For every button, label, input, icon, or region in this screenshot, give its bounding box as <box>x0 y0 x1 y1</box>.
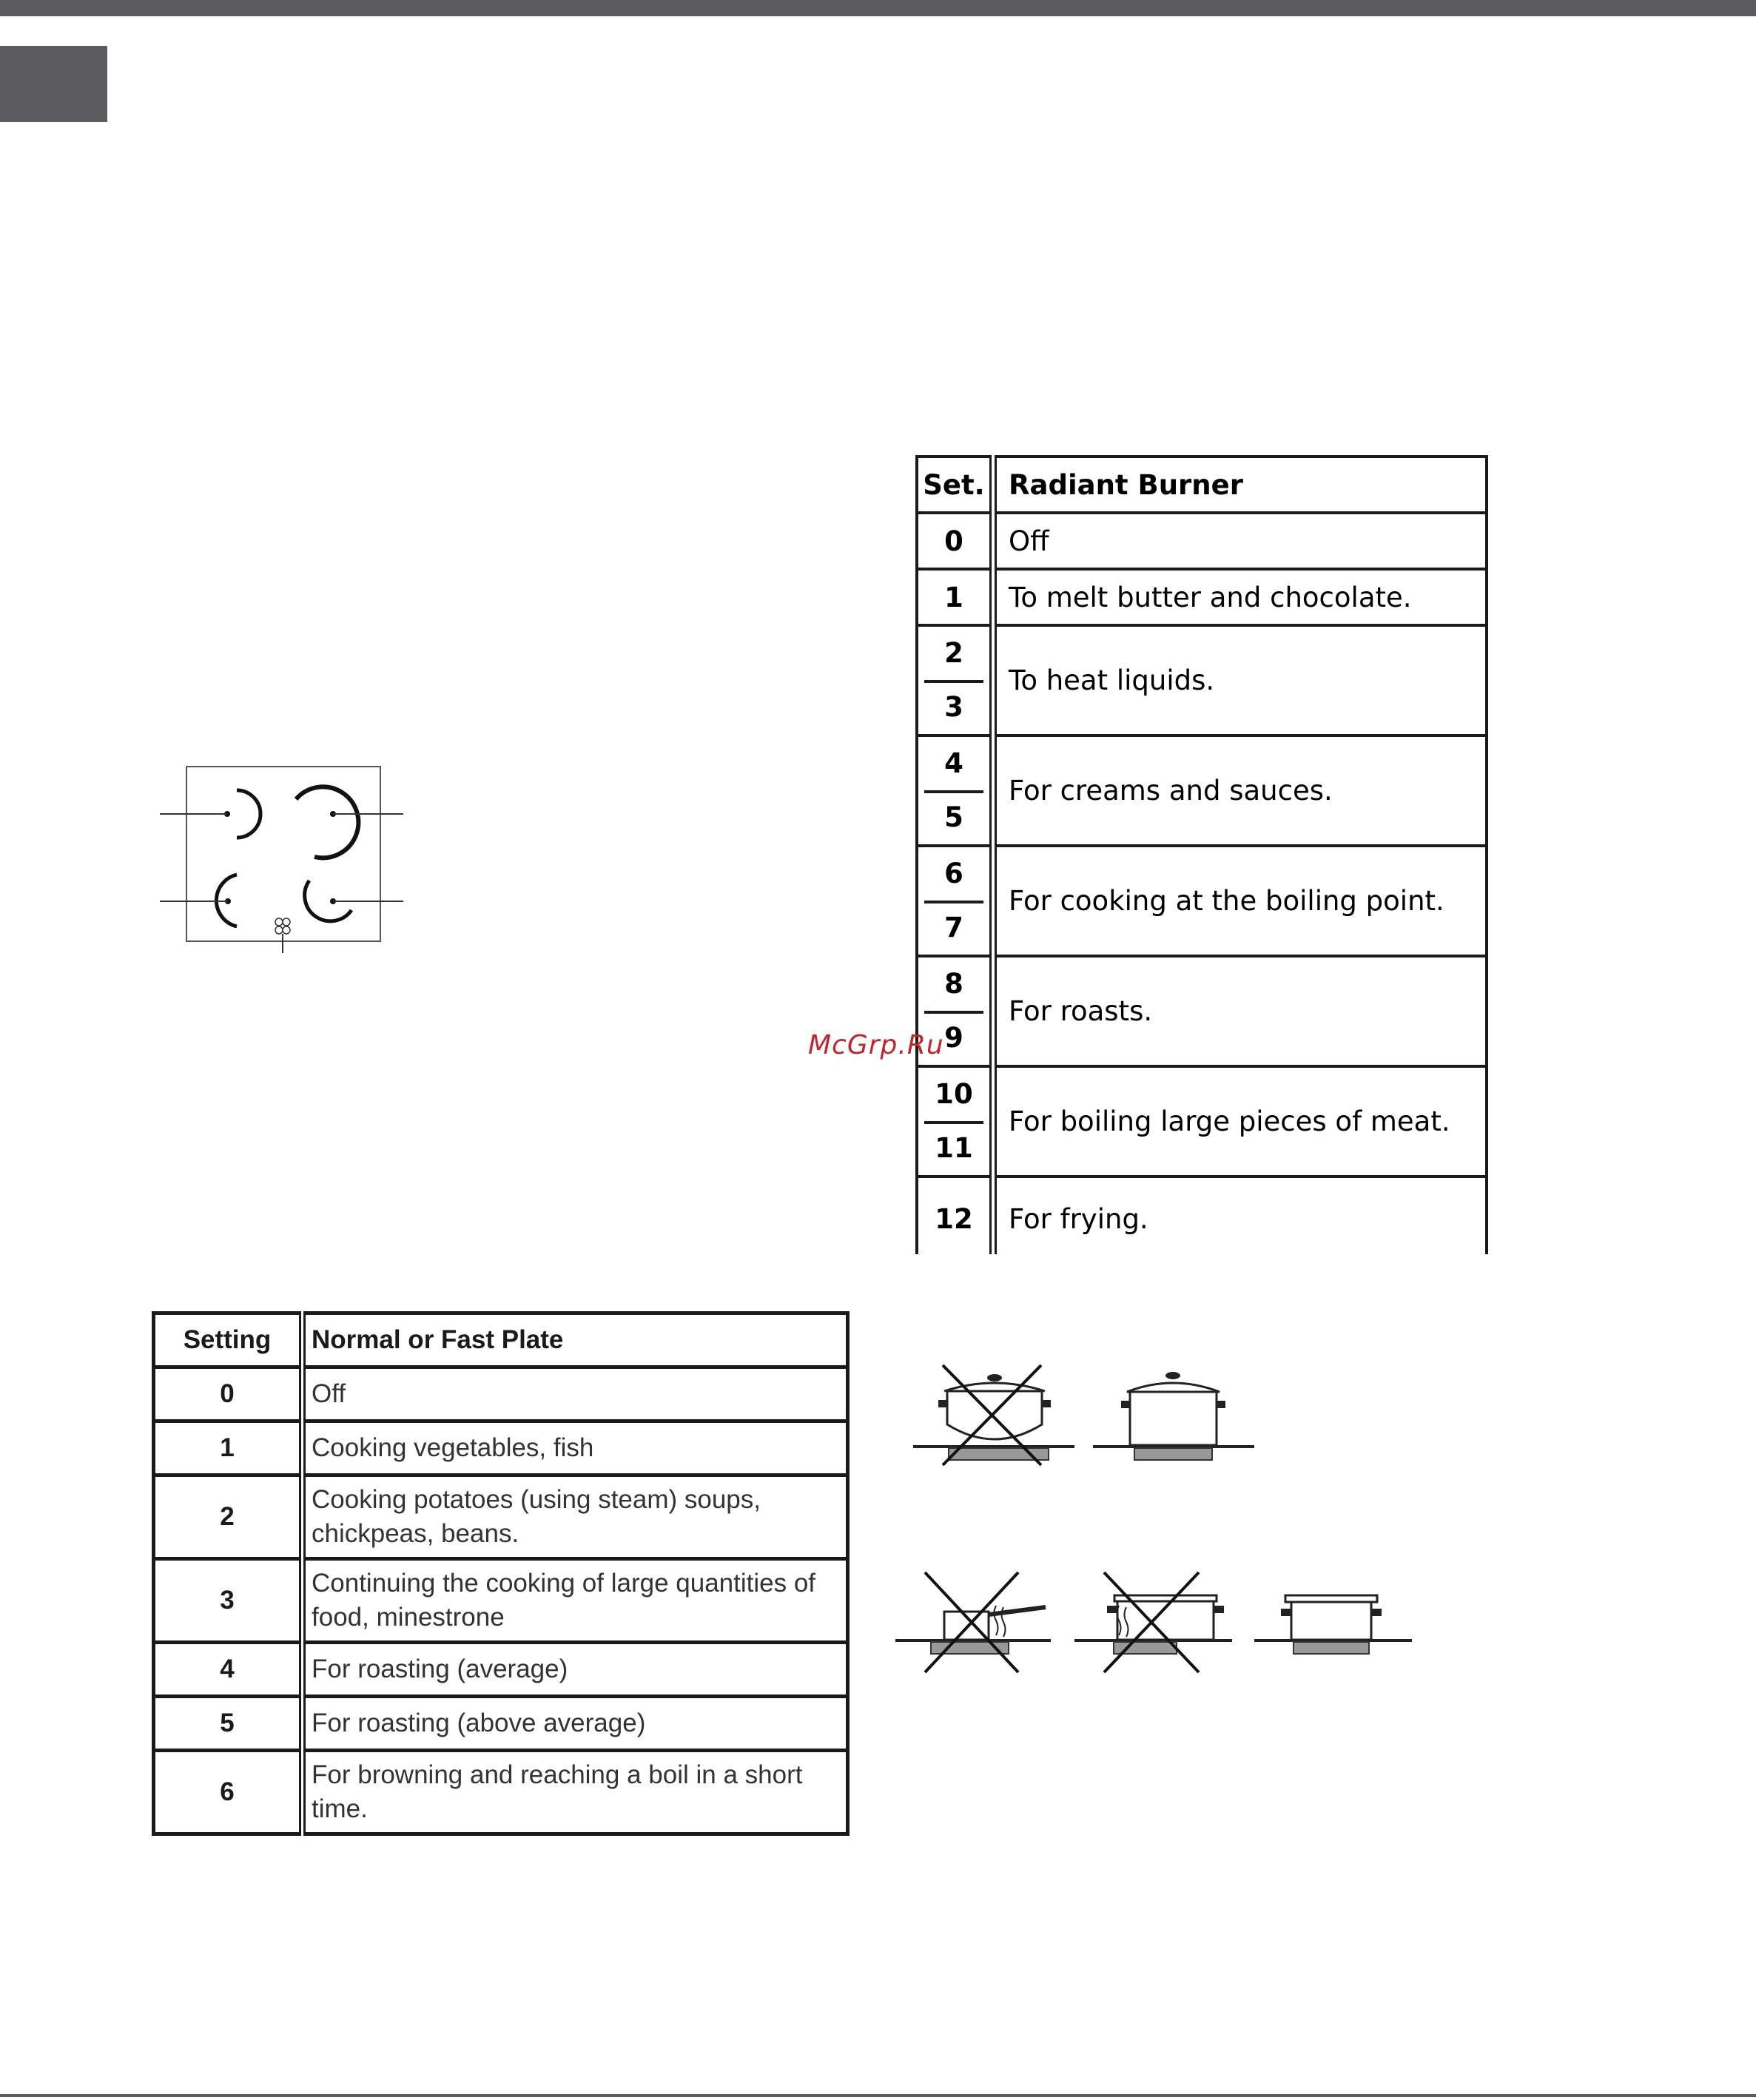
radiant-setting-pair <box>917 736 993 846</box>
pot-correct-icon <box>1091 1365 1258 1473</box>
radiant-row-8-9 <box>917 956 1487 1066</box>
radiant-description: For creams and sauces. <box>993 736 1487 846</box>
radiant-setting: 11 <box>935 1132 973 1164</box>
plate-table-header <box>154 1313 848 1367</box>
plate-description: For roasting (average) <box>303 1643 848 1697</box>
plate-description: For browning and reaching a boil in a short time. <box>303 1751 848 1834</box>
radiant-setting: 5 <box>944 801 963 833</box>
radiant-setting-pair <box>917 846 993 956</box>
radiant-setting-pair <box>917 625 993 736</box>
watermark-text: McGrp.Ru <box>808 1030 944 1060</box>
plate-header-description: Normal or Fast Plate <box>303 1313 848 1367</box>
radiant-description: To heat liquids. <box>993 625 1487 736</box>
plate-description: Continuing the cooking of large quantities of food, minestrone <box>303 1559 848 1643</box>
radiant-setting: 6 <box>924 847 983 903</box>
radiant-setting: 0 <box>917 513 993 569</box>
plate-setting: 2 <box>154 1475 303 1559</box>
electric-plate-table <box>152 1311 850 1836</box>
page-bottom-rule <box>0 2094 1756 2097</box>
radiant-setting: 7 <box>944 912 963 943</box>
plate-setting: 4 <box>154 1643 303 1697</box>
radiant-burner-table <box>915 455 1488 1254</box>
radiant-setting: 2 <box>924 627 983 683</box>
radiant-header-setting: Set. <box>917 457 993 513</box>
radiant-description: To melt butter and chocolate. <box>993 569 1487 625</box>
radiant-header-description: Radiant Burner <box>993 457 1487 513</box>
radiant-row-1 <box>917 569 1487 625</box>
plate-row <box>154 1367 848 1421</box>
plate-setting: 3 <box>154 1559 303 1643</box>
radiant-setting: 10 <box>924 1068 983 1124</box>
pot-wrong-icon <box>912 1362 1078 1473</box>
plate-row <box>154 1421 848 1475</box>
radiant-setting: 9 <box>944 1022 963 1054</box>
plate-header-setting: Setting <box>154 1313 303 1367</box>
plate-row <box>154 1751 848 1834</box>
radiant-setting: 4 <box>924 737 983 793</box>
radiant-setting: 1 <box>917 569 993 625</box>
radiant-row-10-11 <box>917 1066 1487 1177</box>
plate-description: Cooking vegetables, fish <box>303 1421 848 1475</box>
section-tab-marker <box>0 46 107 122</box>
plate-description: Cooking potatoes (using steam) soups, chickpeas, beans. <box>303 1475 848 1559</box>
plate-setting: 5 <box>154 1697 303 1751</box>
radiant-row-0 <box>917 513 1487 569</box>
radiant-row-4-5 <box>917 736 1487 846</box>
radiant-description: For frying. <box>993 1177 1487 1254</box>
radiant-setting: 3 <box>944 691 963 723</box>
radiant-setting-pair <box>917 1066 993 1177</box>
radiant-setting: 8 <box>924 958 983 1014</box>
plate-setting: 6 <box>154 1751 303 1834</box>
hob-layout-diagram <box>155 762 407 958</box>
radiant-row-12 <box>917 1177 1487 1254</box>
plate-description: Off <box>303 1367 848 1421</box>
radiant-table-header <box>917 457 1487 513</box>
radiant-row-2-3 <box>917 625 1487 736</box>
radiant-description: For boiling large pieces of meat. <box>993 1066 1487 1177</box>
plate-setting: 1 <box>154 1421 303 1475</box>
plate-setting: 0 <box>154 1367 303 1421</box>
radiant-description: Off <box>993 513 1487 569</box>
pot-wide-wrong-icon <box>1073 1569 1236 1676</box>
radiant-row-6-7 <box>917 846 1487 956</box>
radiant-description: For roasts. <box>993 956 1487 1066</box>
pan-small-wrong-icon <box>894 1569 1053 1676</box>
pot-fitting-correct-icon <box>1253 1584 1416 1669</box>
radiant-setting: 12 <box>917 1177 993 1254</box>
page-top-bar <box>0 0 1756 16</box>
radiant-description: For cooking at the boiling point. <box>993 846 1487 956</box>
plate-row <box>154 1559 848 1643</box>
plate-description: For roasting (above average) <box>303 1697 848 1751</box>
plate-row <box>154 1475 848 1559</box>
plate-row <box>154 1643 848 1697</box>
plate-row <box>154 1697 848 1751</box>
